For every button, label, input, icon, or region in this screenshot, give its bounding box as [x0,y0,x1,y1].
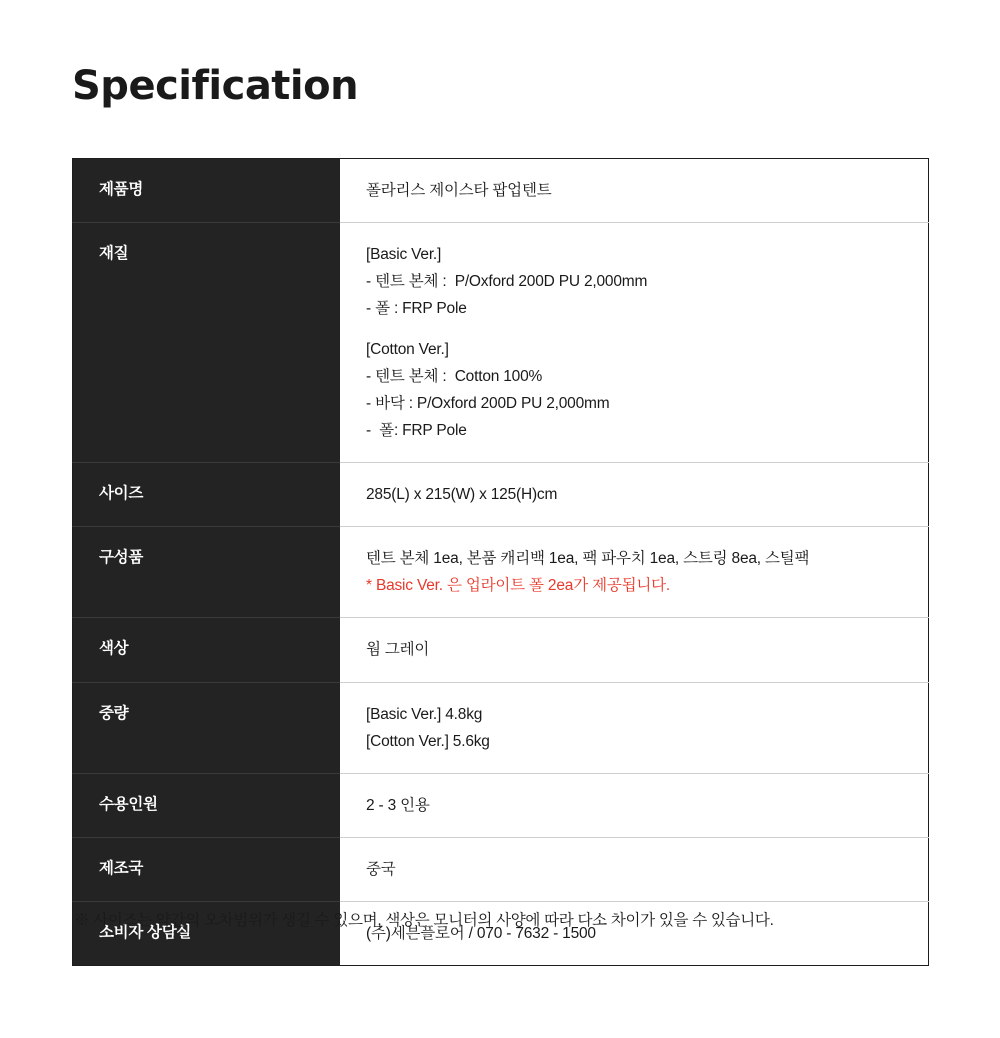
value-spacer [366,323,908,336]
value-line: (주)세븐플로어 / 070 - 7632 - 1500 [366,925,596,942]
value-line: - 폴: FRP Pole [366,421,467,439]
value-line: 2 - 3 인용 [366,796,430,814]
row-label: 색상 [73,618,340,682]
table-row [73,682,929,773]
value-line: 웜 그레이 [366,641,430,659]
table-row [73,463,929,527]
row-label: 중량 [73,682,340,773]
row-label: 제조국 [73,837,340,901]
row-value [340,682,929,773]
value-line: - 텐트 본체 : Cotton 100% [366,367,543,385]
value-line: - 폴 : FRP Pole [366,300,467,318]
row-value [340,159,929,223]
row-label: 소비자 상담실 [73,902,340,966]
row-label: 제품명 [73,159,340,223]
specification-table [72,158,929,966]
value-line: 폴라리스 제이스타 팝업텐트 [366,182,552,199]
row-label: 재질 [73,223,340,463]
value-note-line: * Basic Ver. 은 업라이트 폴 2ea가 제공됩니다. [366,577,671,595]
row-value [340,223,929,463]
table-row [73,159,929,223]
row-label: 구성품 [73,527,340,618]
page-title: Specification [72,63,359,109]
value-line: [Basic Ver.] [366,246,442,264]
table-row [73,773,929,837]
specification-table-body [73,159,929,966]
row-value [340,618,929,682]
footnote: ※ 사이즈는 약간의 오차범위가 생길 수 있으며, 색상은 모니터의 사양에 따라 다소 차이가 있을 수 있습니다. [74,912,774,929]
table-row [73,527,929,618]
value-line: [Basic Ver.] 4.8kg [366,705,483,723]
row-value [340,773,929,837]
table-row [73,837,929,901]
row-value [340,837,929,901]
value-line: [Cotton Ver.] 5.6kg [366,732,490,750]
row-label: 수용인원 [73,773,340,837]
row-value [340,527,929,618]
value-line: - 텐트 본체 : P/Oxford 200D PU 2,000mm [366,273,648,291]
value-line: 텐트 본체 1ea, 본품 캐리백 1ea, 팩 파우치 1ea, 스트링 8ea, 스틸팩 [366,550,810,568]
row-label: 사이즈 [73,463,340,527]
table-row [73,223,929,463]
table-row [73,618,929,682]
value-line: - 바닥 : P/Oxford 200D PU 2,000mm [366,394,610,412]
value-line: [Cotton Ver.] [366,340,449,358]
row-value [340,463,929,527]
value-line: 중국 [366,860,396,878]
value-line: 285(L) x 215(W) x 125(H)cm [366,486,558,503]
